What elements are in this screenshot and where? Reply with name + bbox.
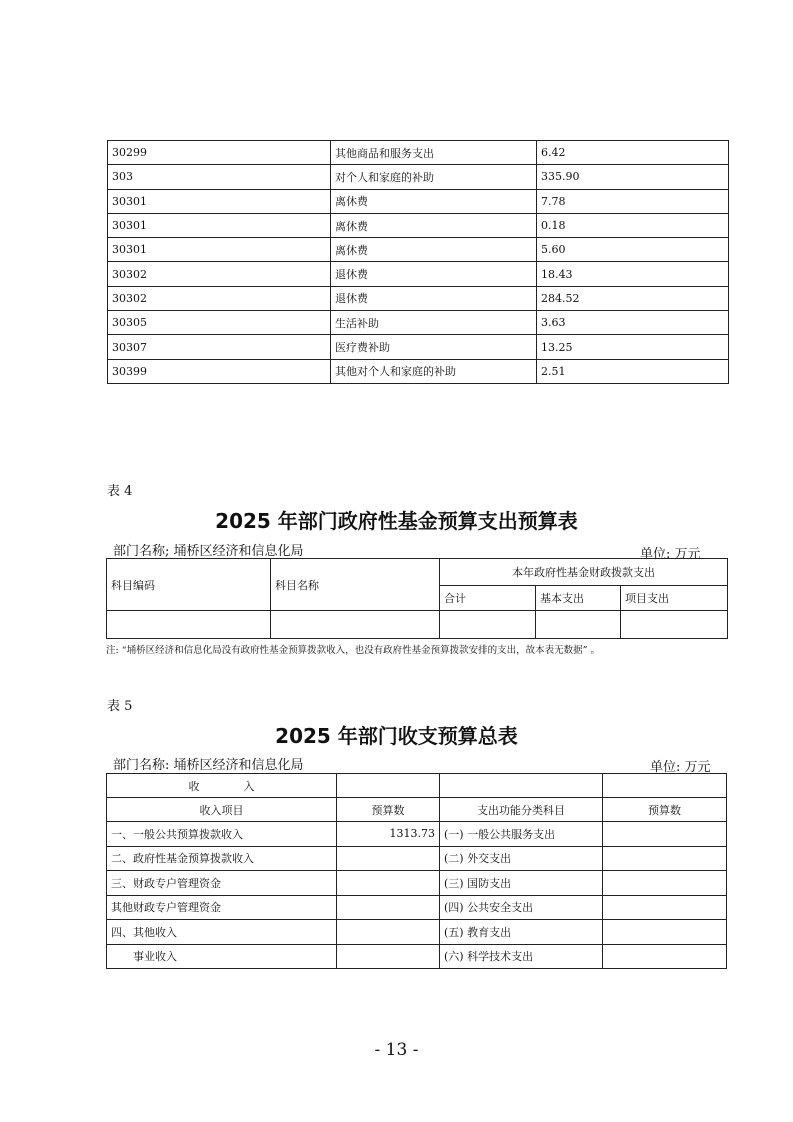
amount-cell: 7.78 (537, 189, 729, 213)
header-code: 科目编码 (107, 559, 271, 611)
amount-cell: 18.43 (537, 262, 729, 286)
name-cell: 其他对个人和家庭的补助 (331, 359, 537, 383)
table-row (107, 822, 727, 847)
table-row (108, 335, 729, 359)
table-row (107, 846, 727, 871)
table-row (108, 286, 729, 310)
table-row (108, 238, 729, 262)
table-5-unit: 单位: 万元 (650, 760, 711, 775)
table-4-note: 注: “埇桥区经济和信息化局没有政府性基金预算拨款收入，也没有政府性基金预算拨款安排的支出，故本表无数据” 。 (106, 645, 600, 656)
table-row (107, 871, 727, 896)
expense-item: (四) 公共安全支出 (440, 895, 603, 920)
table-4 (106, 558, 728, 639)
code-cell: 30399 (108, 359, 331, 383)
income-item: 二、政府性基金预算拨款收入 (107, 846, 337, 871)
header-total: 合计 (440, 586, 536, 611)
table-row (107, 895, 727, 920)
name-cell: 生活补助 (331, 311, 537, 335)
name-cell: 离休费 (331, 213, 537, 237)
code-cell: 30301 (108, 213, 331, 237)
expense-budget (603, 846, 727, 871)
income-item: 事业收入 (107, 944, 337, 969)
table-row (108, 262, 729, 286)
code-cell: 30301 (108, 238, 331, 262)
name-cell: 离休费 (331, 238, 537, 262)
code-cell: 30307 (108, 335, 331, 359)
name-cell: 医疗费补助 (331, 335, 537, 359)
table-row (108, 141, 729, 165)
name-cell: 离休费 (331, 189, 537, 213)
income-item: 四、其他收入 (107, 920, 337, 945)
header-expense-budget: 预算数 (603, 798, 727, 822)
expense-budget (603, 920, 727, 945)
table-5 (106, 773, 727, 969)
header-group: 本年政府性基金财政拨款支出 (440, 559, 728, 586)
header-project: 项目支出 (621, 586, 728, 611)
name-cell: 其他商品和服务支出 (331, 141, 537, 165)
table-row (108, 213, 729, 237)
amount-cell: 13.25 (537, 335, 729, 359)
table-row (108, 311, 729, 335)
table-row (108, 359, 729, 383)
table-4-title: 2025 年部门政府性基金预算支出预算表 (215, 509, 578, 533)
name-cell: 退休费 (331, 262, 537, 286)
expense-budget (603, 895, 727, 920)
income-budget (337, 871, 440, 896)
table-5-title: 2025 年部门收支预算总表 (275, 724, 518, 748)
amount-cell: 284.52 (537, 286, 729, 310)
code-cell: 30301 (108, 189, 331, 213)
income-item: 其他财政专户管理资金 (107, 895, 337, 920)
expense-budget (603, 944, 727, 969)
table-3-continued (107, 140, 729, 384)
expense-item: (二) 外交支出 (440, 846, 603, 871)
table-row (107, 944, 727, 969)
amount-cell: 0.18 (537, 213, 729, 237)
expense-budget (603, 871, 727, 896)
header-income-item: 收入项目 (107, 798, 337, 822)
table-4-unit: 单位: 万元 (640, 547, 701, 562)
amount-cell: 6.42 (537, 141, 729, 165)
table-5-dept: 部门名称: 埇桥区经济和信息化局 (113, 758, 304, 773)
table-4-dept: 部门名称; 埇桥区经济和信息化局 (113, 544, 304, 559)
income-item: 三、财政专户管理资金 (107, 871, 337, 896)
name-cell: 退休费 (331, 286, 537, 310)
income-budget (337, 920, 440, 945)
header-income-budget: 预算数 (337, 798, 440, 822)
expense-item: (六) 科学技术支出 (440, 944, 603, 969)
page-number: - 13 - (374, 1040, 419, 1060)
income-budget (337, 944, 440, 969)
income-budget (337, 895, 440, 920)
code-cell: 30305 (108, 311, 331, 335)
code-cell: 303 (108, 165, 331, 189)
code-cell: 30299 (108, 141, 331, 165)
expense-item: (五) 教育支出 (440, 920, 603, 945)
header-name: 科目名称 (271, 559, 440, 611)
table-4-label: 表 4 (107, 484, 133, 499)
amount-cell: 3.63 (537, 311, 729, 335)
header-basic: 基本支出 (536, 586, 621, 611)
amount-cell: 335.90 (537, 165, 729, 189)
income-item: 一、一般公共预算拨款收入 (107, 822, 337, 847)
table-row (108, 165, 729, 189)
code-cell: 30302 (108, 286, 331, 310)
expense-item: (一) 一般公共服务支出 (440, 822, 603, 847)
amount-cell: 2.51 (537, 359, 729, 383)
expense-item: (三) 国防支出 (440, 871, 603, 896)
name-cell: 对个人和家庭的补助 (331, 165, 537, 189)
income-budget: 1313.73 (337, 822, 440, 847)
table-row (108, 189, 729, 213)
income-budget (337, 846, 440, 871)
table-5-label: 表 5 (107, 699, 133, 714)
code-cell: 30302 (108, 262, 331, 286)
income-header: 收 入 (107, 774, 337, 798)
table-row (107, 920, 727, 945)
amount-cell: 5.60 (537, 238, 729, 262)
header-expense-item: 支出功能分类科目 (440, 798, 603, 822)
expense-budget (603, 822, 727, 847)
